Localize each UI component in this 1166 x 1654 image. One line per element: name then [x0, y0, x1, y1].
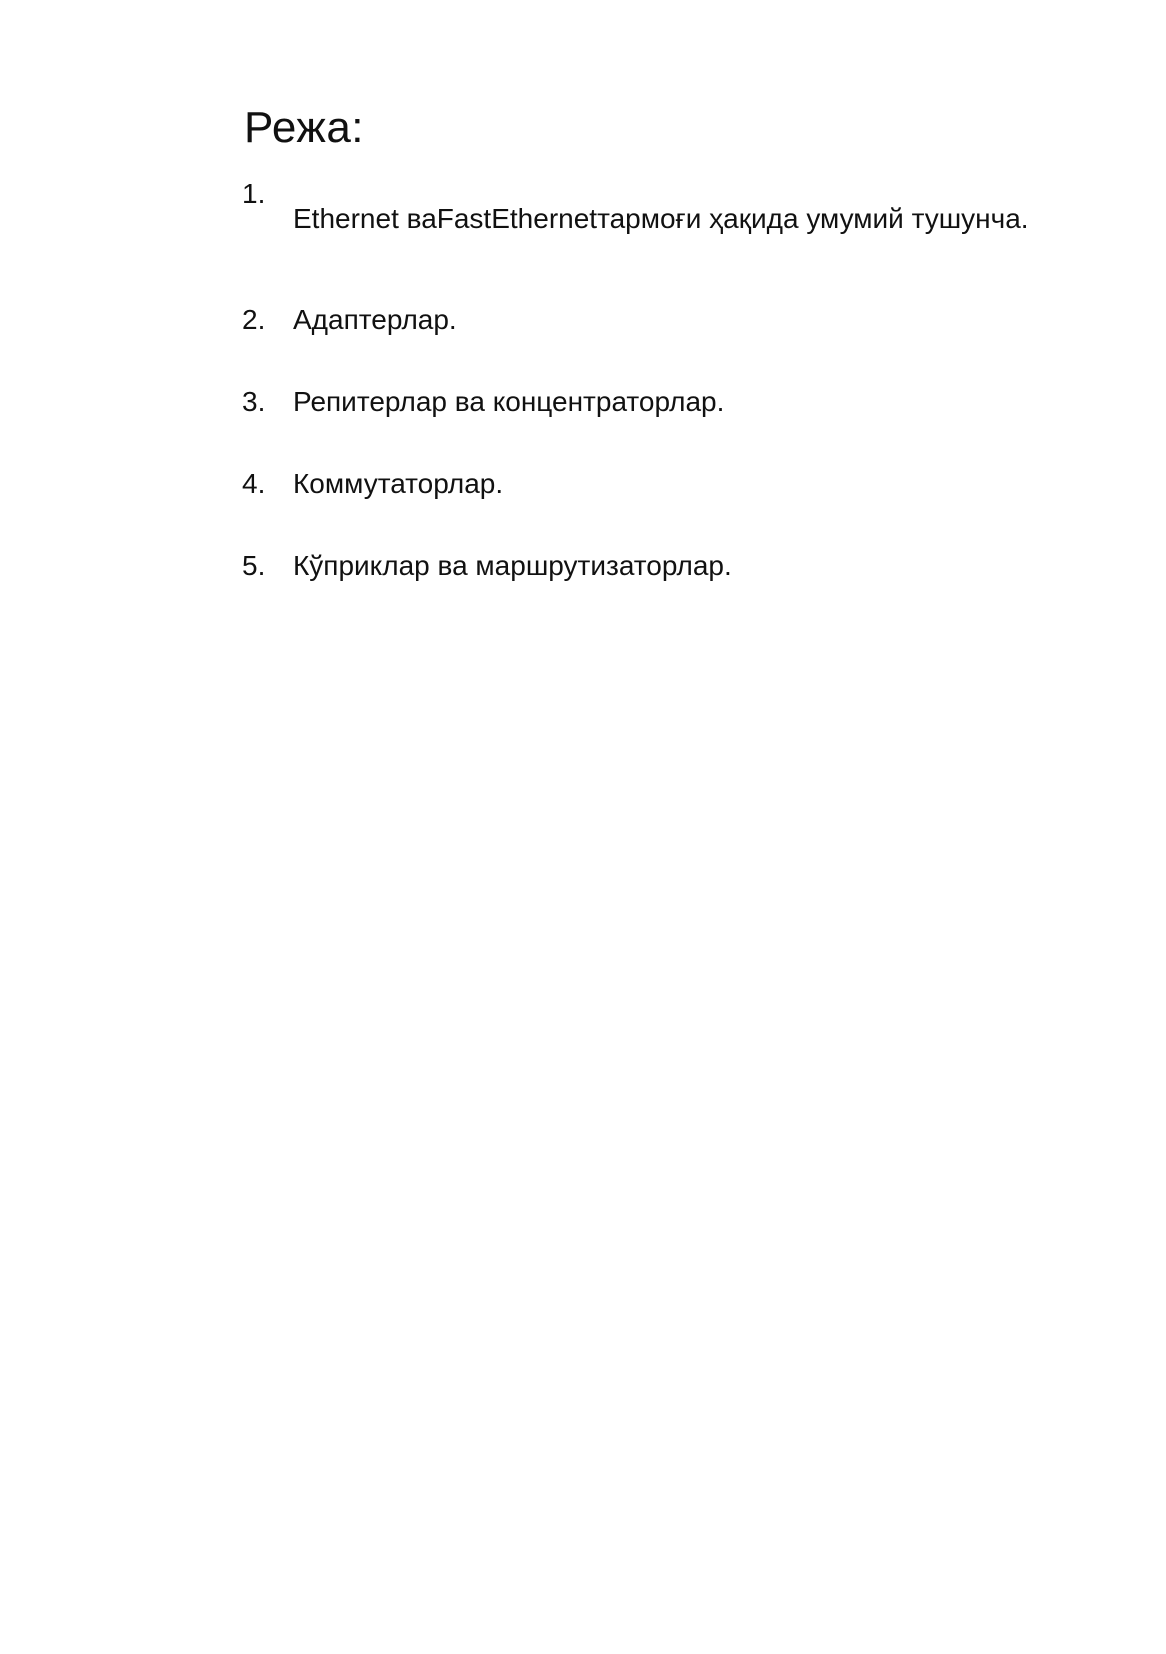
list-item	[242, 177, 1050, 261]
list-item-text: Ethernet ваFastEthernetтармоғи ҳақида умумий тушунча.	[293, 203, 1029, 234]
list-item	[242, 467, 1050, 501]
list-item-text: Коммутаторлар.	[293, 468, 504, 499]
list-item-text: Адаптерлар.	[293, 304, 457, 335]
list-item-number: 4.	[242, 468, 266, 499]
list-item	[242, 385, 1050, 419]
list-item-number: 1.	[242, 178, 266, 209]
list-item-number: 5.	[242, 550, 266, 581]
list-item-text: Кўприклар ва маршрутизаторлар.	[293, 550, 732, 581]
plan-list	[242, 178, 1050, 631]
list-item	[242, 303, 1050, 337]
list-item-text: Репитерлар ва концентраторлар.	[293, 386, 725, 417]
page-title: Режа:	[244, 103, 365, 152]
list-item-number: 2.	[242, 304, 266, 335]
list-item	[242, 549, 1050, 583]
list-item-number: 3.	[242, 386, 266, 417]
